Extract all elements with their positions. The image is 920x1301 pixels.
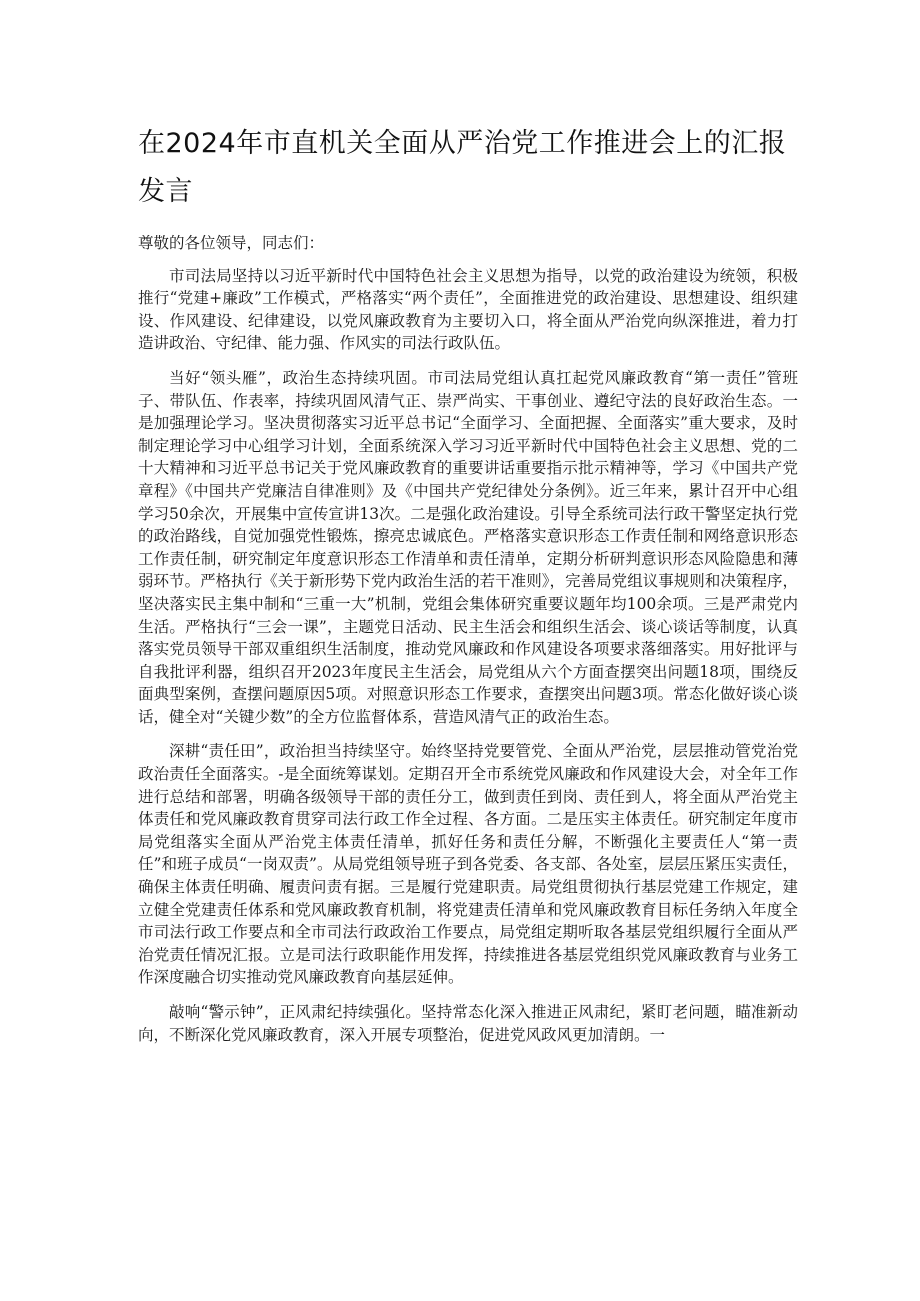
paragraph-political-responsibility: 深耕“责任田”，政治担当持续坚守。始终坚持党要管党、全面从严治党，层层推动管党治党政治责任全面落实。-是全面统筹谋划。定期召开全市系统党风廉政和作风建设大会，对全年工作进行总结和部署，明确各级领导干部的责任分工，做到责任到岗、责任到人，将全面从严治党主体责任和党风廉政教育贯穿司法行政工作全过程、各方面。二是压实主体责任。研究制定年度市局党组落实全面从严治党主体责任清单，抓好任务和责任分解，不断强化主要责任人“第一责任”和班子成员“一岗双责”。从局党组领导班子到各党委、各支部、各处室，层层压紧压实责任，确保主体责任明确、履责问责有据。三是履行党建职责。局党组贯彻执行基层党建工作规定，建立健全党建责任体系和党风廉政教育机制，将党建责任清单和党风廉政教育目标任务纳入年度全市司法行政工作要点和全市司法行政政治工作要点，局党组定期听取各基层党组织履行全面从严治党责任情况汇报。立是司法行政职能作用发挥，持续推进各基层党组织党风廉政教育与业务工作深度融合切实推动党风廉政教育向基层延伸。	[138, 742, 798, 987]
salutation: 尊敬的各位领导，同志们：	[138, 234, 325, 252]
paragraph-political-ecology: 当好“领头雁”，政治生态持续巩固。市司法局党组认真扛起党风廉政教育“第一责任”管班子、带队伍、作表率，持续巩固风清气正、崇严尚实、干事创业、遵纪守法的良好政治生态。一是加强理论学习。坚决贯彻落实习近平总书记“全面学习、全面把握、全面落实”重大要求，及时制定理论学习中心组学习计划，全面系统深入学习习近平新时代中国特色社会主义思想、党的二十大精神和习近平总书记关于党风廉政教育的重要讲话重要指示批示精神等，学习《中国共产党章程》《中国共产党廉洁自律准则》及《中国共产党纪律处分条例》。近三年来，累计召开中心组学习50余次，开展集中宣传宣讲13次。二是强化政治建设。引导全系统司法行政干警坚定执行党的政治路线，自觉加强党性锻炼，擦亮忠诚底色。严格落实意识形态工作责任制和网络意识形态工作责任制，研究制定年度意识形态工作清单和责任清单，定期分析研判意识形态风险隐患和薄弱环节。严格执行《关于新形势下党内政治生活的若干准则》，完善局党组议事规则和决策程序，坚决落实民主集中制和“三重一大”机制，党组会集体研究重要议题年均100余项。三是严肃党内生活。严格执行“三会一课”，主题党日活动、民主生活会和组织生活会、谈心谈话等制度，认真落实党员领导干部双重组织生活制度，推动党风廉政和作风建设各项要求落细落实。用好批评与自我批评利器，组织召开2023年度民主生活会，局党组从六个方面查摆突出问题18项，围绕反面典型案例，查摆问题原因5项。对照意识形态工作要求，查摆突出问题3项。常态化做好谈心谈话，健全对“关键少数”的全方位监督体系，营造风清气正的政治生态。	[138, 368, 798, 726]
paragraph-discipline: 敲响“警示钟”，正风肃纪持续强化。坚持常态化深入推进正风肃纪，紧盯老问题，瞄准新动向，不断深化党风廉政教育，深入开展专项整治，促进党风政风更加清朗。一	[138, 1003, 798, 1044]
document-title: 在2024年市直机关全面从严治党工作推进会上的汇报发言	[138, 128, 787, 207]
document-body	[138, 232, 798, 1058]
paragraph-intro: 市司法局坚持以习近平新时代中国特色社会主义思想为指导，以党的政治建设为统领，积极推行“党建+廉政”工作模式，严格落实“两个责任”，全面推进党的政治建设、思想建设、组织建设、作风建设、纪律建设，以党风廉政教育为主要切入口，将全面从严治党向纵深推进，着力打造讲政治、守纪律、能力强、作风实的司法行政队伍。	[138, 266, 798, 353]
